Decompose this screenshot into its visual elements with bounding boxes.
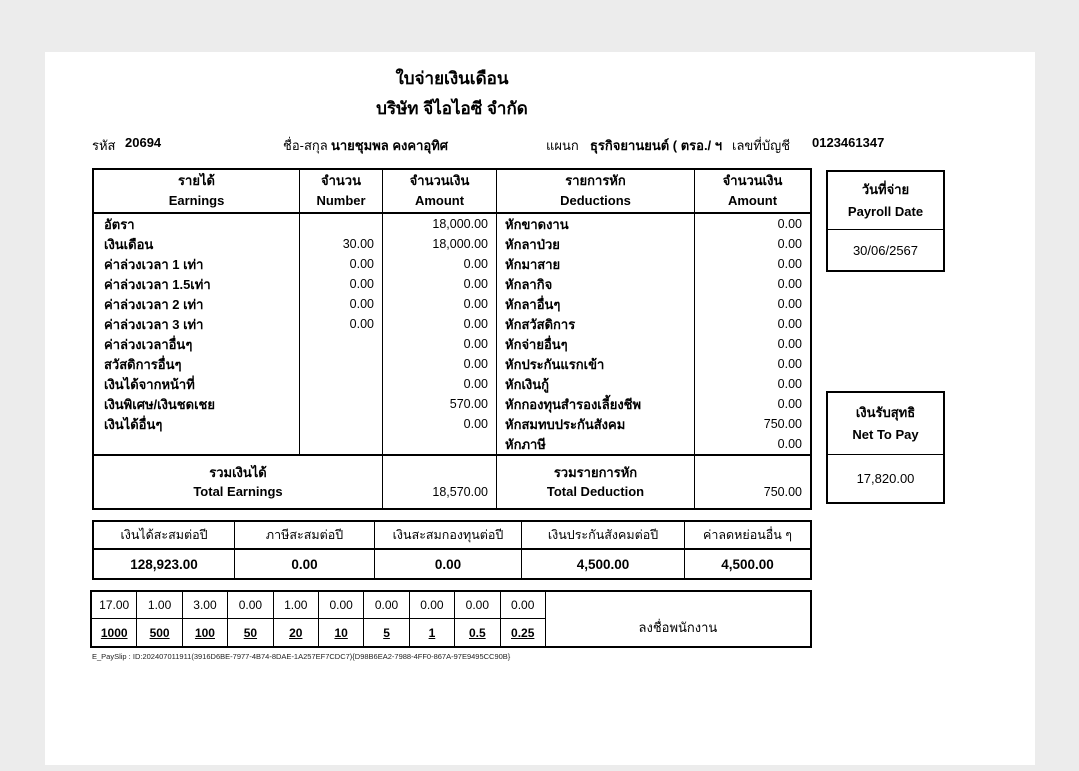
header-number-th: จำนวน — [321, 173, 361, 188]
deduction-label: หักจ่ายอื่นๆ — [505, 336, 568, 352]
header-deductions-en: Deductions — [560, 193, 631, 208]
earning-amount: 0.00 — [463, 417, 488, 431]
earning-amount: 18,000.00 — [432, 237, 488, 251]
header-amount2-th: จำนวนเงิน — [722, 173, 783, 188]
earnings-label-column — [94, 214, 300, 454]
earning-number — [300, 374, 382, 394]
total-deduction-label — [497, 454, 695, 508]
deduction-label: หักประกันแรกเข้า — [505, 356, 605, 372]
denomination-count: 1.00 — [274, 592, 319, 619]
deduction-amount: 0.00 — [777, 397, 802, 411]
deduction-amount: 0.00 — [777, 317, 802, 331]
denomination-value: 1000 — [92, 619, 137, 646]
deduction-amount: 0.00 — [777, 337, 802, 351]
earning-amount: 0.00 — [463, 357, 488, 371]
total-earnings-label-en: Total Earnings — [193, 484, 283, 499]
employee-name-value: นายชุมพล คงคาอุทิศ — [331, 138, 449, 153]
earning-label: เงินเดือน — [104, 236, 154, 252]
header-earnings-th: รายได้ — [178, 173, 215, 188]
denomination-count: 3.00 — [183, 592, 228, 619]
earning-number — [300, 394, 382, 414]
accumulated-header: ภาษีสะสมต่อปี — [235, 522, 375, 550]
total-earnings-label — [94, 454, 383, 508]
title-block — [92, 64, 812, 124]
header-amount1-th: จำนวนเงิน — [409, 173, 470, 188]
deduction-label: หักมาสาย — [505, 256, 561, 272]
deduction-label: หักสมทบประกันสังคม — [505, 416, 626, 432]
net-to-pay-label-th: เงินรับสุทธิ — [855, 404, 916, 420]
deduction-amount: 0.00 — [777, 437, 802, 451]
earning-number: 0.00 — [349, 257, 374, 271]
denominations-table — [90, 590, 812, 648]
earning-label: เงินพิเศษ/เงินชดเชย — [104, 396, 215, 412]
account-label: เลขที่บัญชี — [732, 138, 791, 153]
earning-label: ค่าล่วงเวลาอื่นๆ — [104, 336, 193, 352]
earnings-deductions-table — [92, 168, 812, 510]
denomination-count: 17.00 — [92, 592, 137, 619]
denomination-count: 0.00 — [455, 592, 500, 619]
deduction-label: หักภาษี — [505, 436, 546, 452]
accumulated-header: เงินสะสมกองทุนต่อปี — [375, 522, 522, 550]
employee-code-value: 20694 — [125, 135, 162, 150]
deduction-label: หักขาดงาน — [505, 216, 569, 232]
earning-number: 0.00 — [349, 317, 374, 331]
earning-label: สวัสดิการอื่นๆ — [104, 356, 182, 372]
denomination-count: 0.00 — [364, 592, 409, 619]
total-deduction-label-en: Total Deduction — [546, 484, 645, 499]
earning-amount — [383, 434, 496, 454]
accumulated-header: เงินประกันสังคมต่อปี — [522, 522, 685, 550]
total-deduction-label-th: รวมรายการหัก — [553, 465, 638, 480]
denomination-value: 5 — [364, 619, 409, 646]
earning-label: เงินได้อื่นๆ — [104, 416, 163, 432]
earning-amount: 0.00 — [463, 297, 488, 311]
earning-number — [300, 354, 382, 374]
denomination-value: 50 — [228, 619, 273, 646]
deductions-label-column — [497, 214, 695, 454]
earning-number: 0.00 — [349, 297, 374, 311]
accumulated-value: 128,923.00 — [94, 550, 235, 578]
header-amount1-en: Amount — [414, 193, 465, 208]
payroll-date-box — [826, 170, 945, 272]
earning-number — [300, 214, 382, 234]
earning-number: 0.00 — [349, 277, 374, 291]
deduction-label: หักเงินกู้ — [505, 376, 549, 392]
earning-number — [300, 334, 382, 354]
payroll-date-label-th: วันที่จ่าย — [861, 181, 910, 197]
employee-name-label: ชื่อ-สกุล — [283, 138, 328, 153]
denomination-value: 20 — [274, 619, 319, 646]
earning-label: ค่าล่วงเวลา 1 เท่า — [104, 256, 204, 272]
earning-amount: 0.00 — [463, 337, 488, 351]
employee-signature-label: ลงชื่อพนักงาน — [638, 620, 718, 635]
company-name: บริษัท จีไอไอซี จำกัด — [376, 99, 528, 118]
header-earnings — [94, 170, 300, 214]
deduction-label: หักลาอื่นๆ — [505, 296, 561, 312]
header-earnings-en: Earnings — [168, 193, 225, 208]
accumulated-value: 0.00 — [235, 550, 375, 578]
employee-code-label: รหัส — [92, 138, 116, 153]
denomination-count: 0.00 — [410, 592, 455, 619]
denomination-count: 1.00 — [137, 592, 182, 619]
deduction-amount: 0.00 — [777, 217, 802, 231]
payroll-date-value: 30/06/2567 — [852, 242, 919, 258]
header-amount2-en: Amount — [727, 193, 778, 208]
accumulated-value: 4,500.00 — [522, 550, 685, 578]
earning-number: 30.00 — [342, 237, 374, 251]
net-to-pay-value: 17,820.00 — [856, 471, 915, 486]
denomination-count: 0.00 — [319, 592, 364, 619]
net-to-pay-label-en: Net To Pay — [852, 426, 919, 442]
earning-amount: 0.00 — [463, 257, 488, 271]
earning-amount: 0.00 — [463, 277, 488, 291]
payroll-date-label — [828, 172, 943, 230]
payslip-id-text: E_PaySlip : ID:202407011911(3916D6BE-7977-4B74-8DAE-1A257EF7CDC7){D98B6EA2-7988-4FF0-867A-97E9495CC90B} — [92, 652, 511, 661]
header-deductions-th: รายการหัก — [565, 173, 626, 188]
denomination-value: 100 — [183, 619, 228, 646]
deduction-label: หักกองทุนสำรองเลี้ยงชีพ — [505, 396, 642, 412]
number-column — [300, 214, 383, 454]
denomination-count: 0.00 — [501, 592, 546, 619]
earning-label: เงินได้จากหน้าที่ — [104, 376, 195, 392]
deduction-amount: 0.00 — [777, 297, 802, 311]
payslip-title: ใบจ่ายเงินเดือน — [395, 69, 509, 88]
header-number-en: Number — [316, 193, 366, 208]
denomination-count: 0.00 — [228, 592, 273, 619]
accumulated-header: เงินได้สะสมต่อปี — [94, 522, 235, 550]
payslip-page — [45, 52, 1035, 765]
deduction-amount: 0.00 — [777, 377, 802, 391]
deduction-amount: 0.00 — [777, 357, 802, 371]
net-to-pay-label — [828, 393, 943, 455]
denomination-value: 0.5 — [455, 619, 500, 646]
earning-amount: 0.00 — [463, 377, 488, 391]
accumulated-header: ค่าลดหย่อนอื่น ๆ — [685, 522, 810, 550]
total-deduction-amount: 750.00 — [695, 454, 810, 508]
account-value: 0123461347 — [812, 135, 885, 150]
denomination-value: 10 — [319, 619, 364, 646]
total-earnings-label-th: รวมเงินได้ — [209, 465, 267, 480]
deductions-amount-column — [695, 214, 810, 454]
earning-amount: 18,000.00 — [432, 217, 488, 231]
department-label: แผนก — [546, 138, 579, 153]
earning-label: ค่าล่วงเวลา 1.5เท่า — [104, 276, 211, 292]
earning-label: อัตรา — [104, 216, 135, 232]
deduction-label: หักสวัสดิการ — [505, 316, 576, 332]
department-value: ธุรกิจยานยนต์ ( ตรอ./ ฯ — [590, 138, 723, 153]
earning-label — [94, 434, 299, 454]
earning-amount: 0.00 — [463, 317, 488, 331]
header-amount-earnings — [383, 170, 497, 214]
earnings-amount-column — [383, 214, 497, 454]
accumulated-value: 4,500.00 — [721, 556, 774, 572]
accumulated-value: 0.00 — [375, 550, 522, 578]
deduction-amount: 0.00 — [777, 237, 802, 251]
denomination-value: 0.25 — [501, 619, 546, 646]
earning-number — [300, 414, 382, 434]
earning-label: ค่าล่วงเวลา 2 เท่า — [104, 296, 204, 312]
denomination-value: 500 — [137, 619, 182, 646]
header-number — [300, 170, 383, 214]
earning-label: ค่าล่วงเวลา 3 เท่า — [104, 316, 204, 332]
header-amount-deductions — [695, 170, 810, 214]
payroll-date-label-en: Payroll Date — [847, 203, 924, 219]
denomination-value: 1 — [410, 619, 455, 646]
earning-amount: 570.00 — [449, 397, 488, 411]
deduction-amount: 0.00 — [777, 257, 802, 271]
total-earnings-amount: 18,570.00 — [383, 454, 497, 508]
net-to-pay-box — [826, 391, 945, 504]
earning-number — [300, 434, 382, 454]
deduction-amount: 0.00 — [777, 277, 802, 291]
deduction-label: หักลาป่วย — [505, 236, 560, 252]
deduction-amount: 750.00 — [763, 417, 802, 431]
deduction-label: หักลากิจ — [505, 276, 553, 292]
accumulated-table — [92, 520, 812, 580]
header-deductions — [497, 170, 695, 214]
